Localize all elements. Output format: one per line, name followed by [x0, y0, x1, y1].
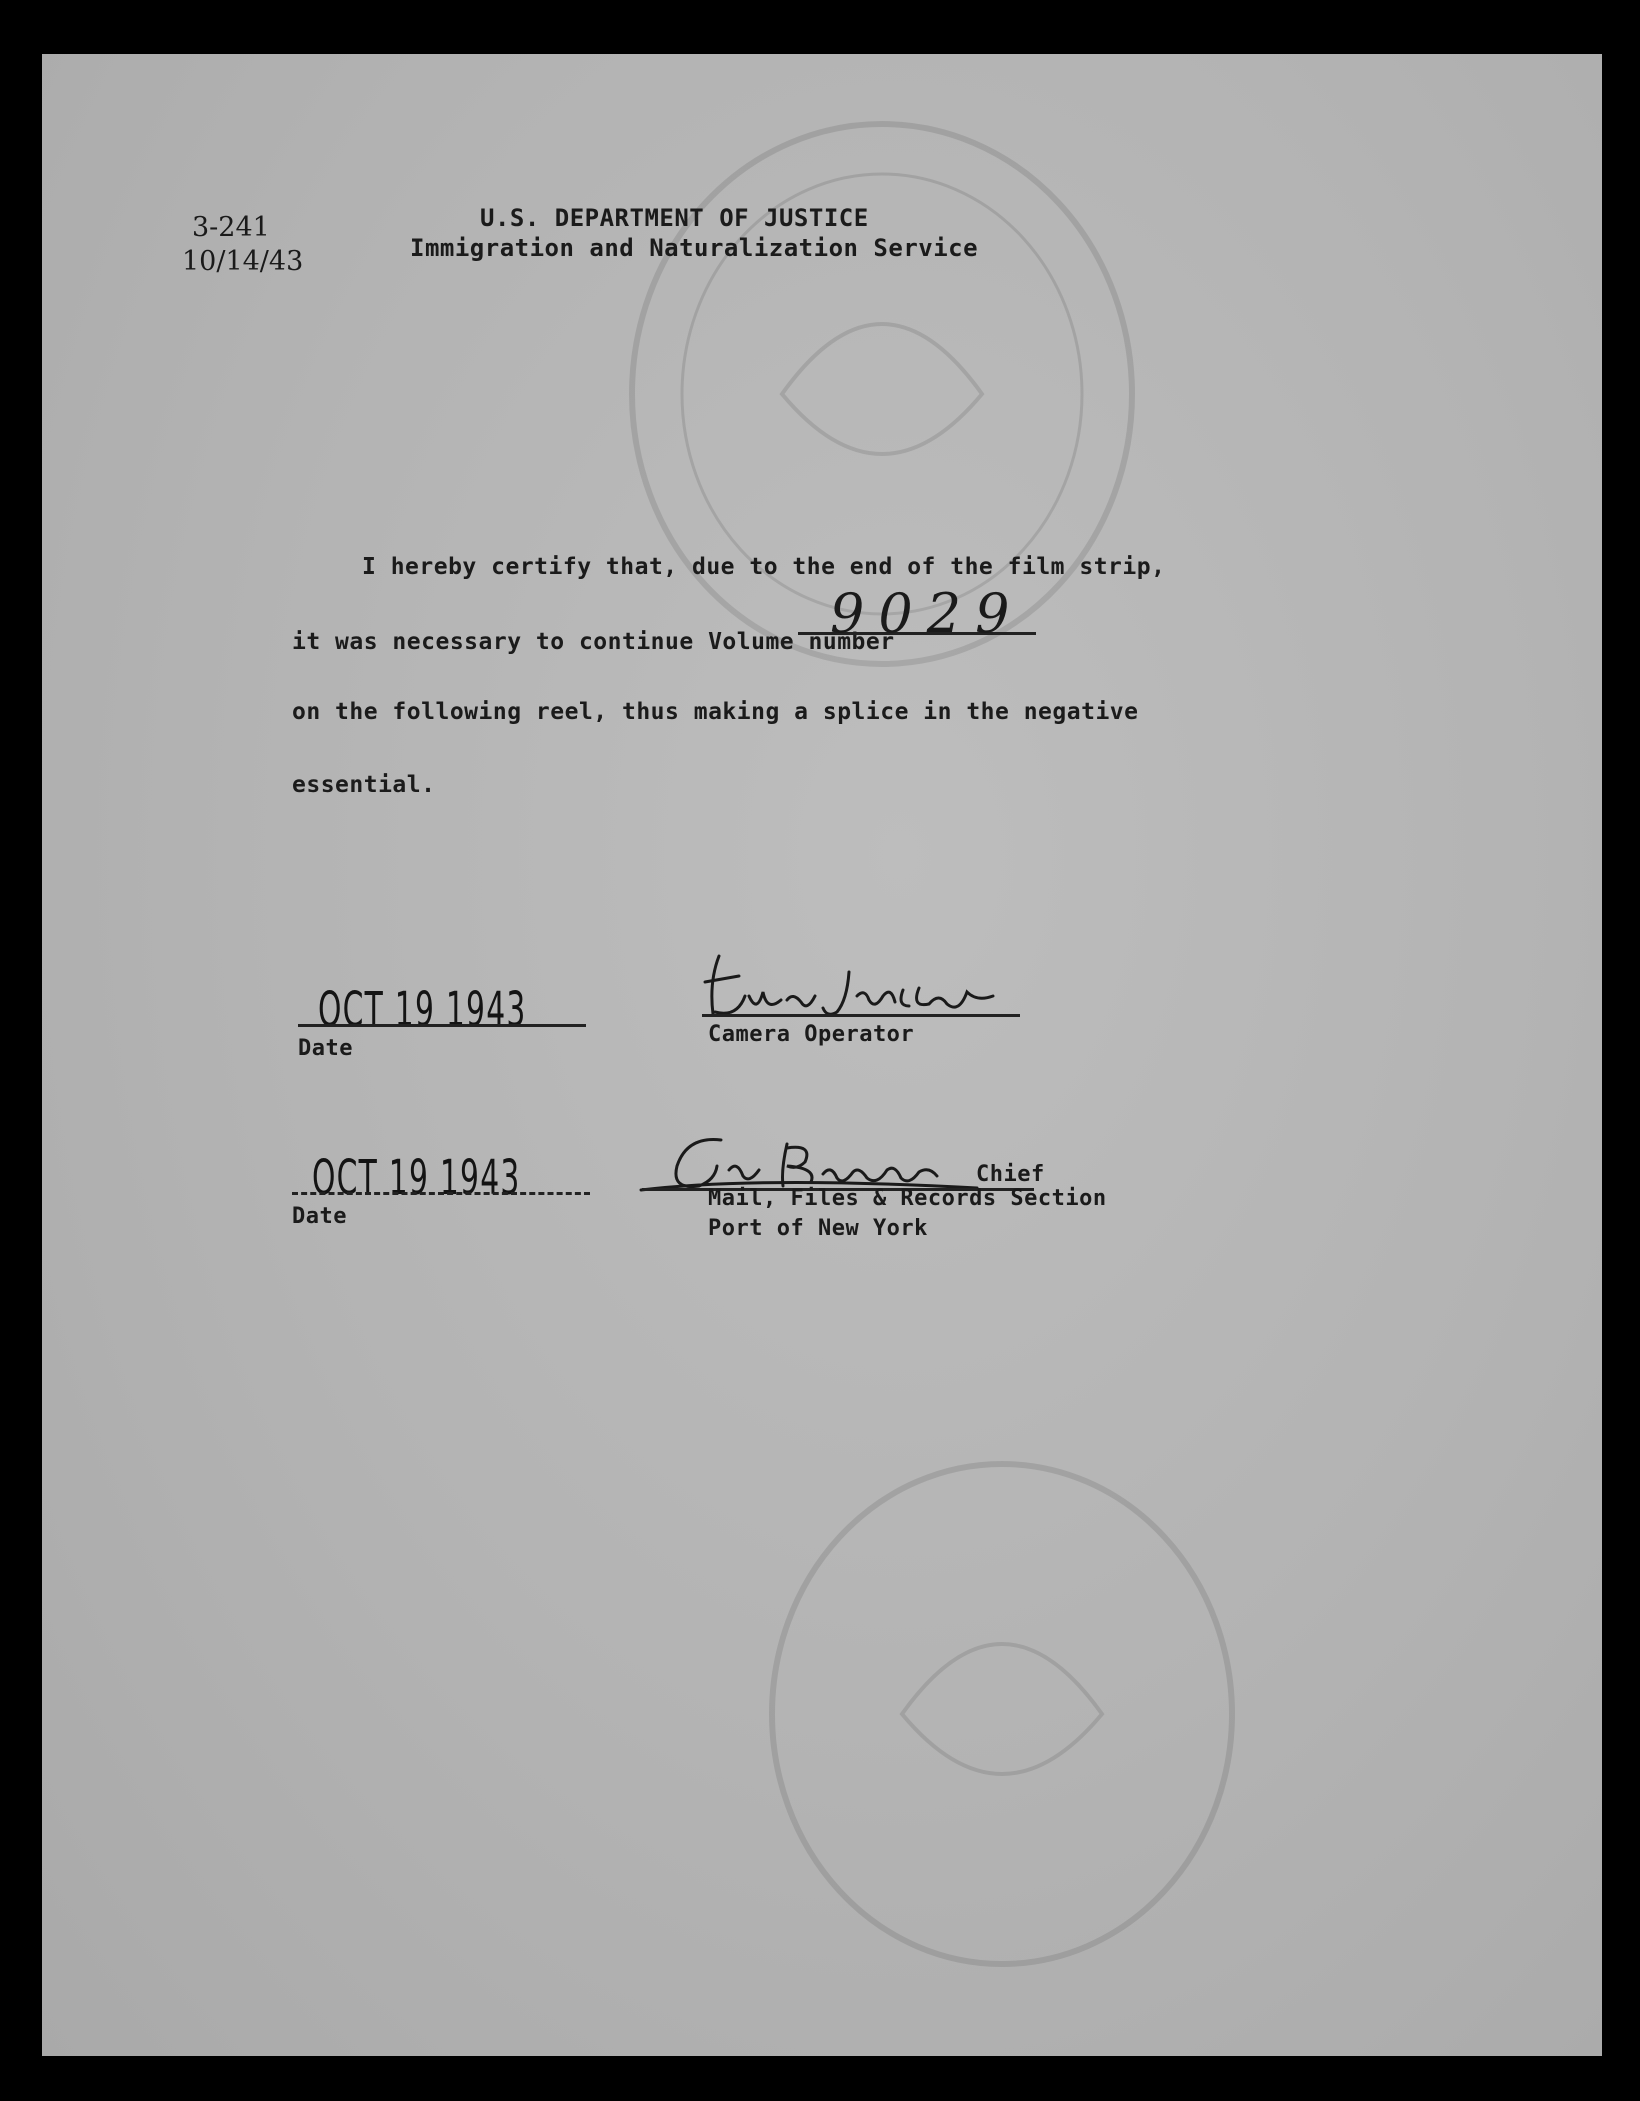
form-date: 10/14/43 — [182, 246, 304, 277]
volume-number: 9029 — [830, 582, 1024, 645]
operator-date-stamp: OCT 19 1943 — [318, 982, 527, 1038]
header-service: Immigration and Naturalization Service — [410, 234, 979, 262]
operator-role-label: Camera Operator — [708, 1022, 915, 1047]
chief-title: Chief — [976, 1162, 1045, 1187]
chief-date-line — [292, 1192, 590, 1195]
header-department: U.S. DEPARTMENT OF JUSTICE — [480, 204, 869, 232]
operator-date-line — [298, 1024, 586, 1027]
seal-watermark-lower-icon — [742, 1434, 1262, 1994]
chief-date-stamp: OCT 19 1943 — [312, 1150, 521, 1206]
operator-date-label: Date — [298, 1036, 353, 1061]
document-page — [42, 54, 1602, 2056]
form-code: 3-241 — [192, 212, 270, 243]
body-line-1: I hereby certify that, due to the end of the film strip, — [362, 554, 1166, 580]
operator-signature-line — [702, 1014, 1020, 1017]
chief-title-line-1: Mail, Files & Records Section — [708, 1186, 1107, 1211]
chief-title-line-2: Port of New York — [708, 1216, 928, 1241]
body-line-2-prefix: it was necessary to continue Volume number — [292, 629, 895, 655]
chief-date-label: Date — [292, 1204, 347, 1229]
body-line-4: essential. — [292, 772, 436, 798]
body-line-3: on the following reel, thus making a splice in the negative — [292, 699, 1139, 725]
operator-signature-icon — [697, 952, 997, 1022]
